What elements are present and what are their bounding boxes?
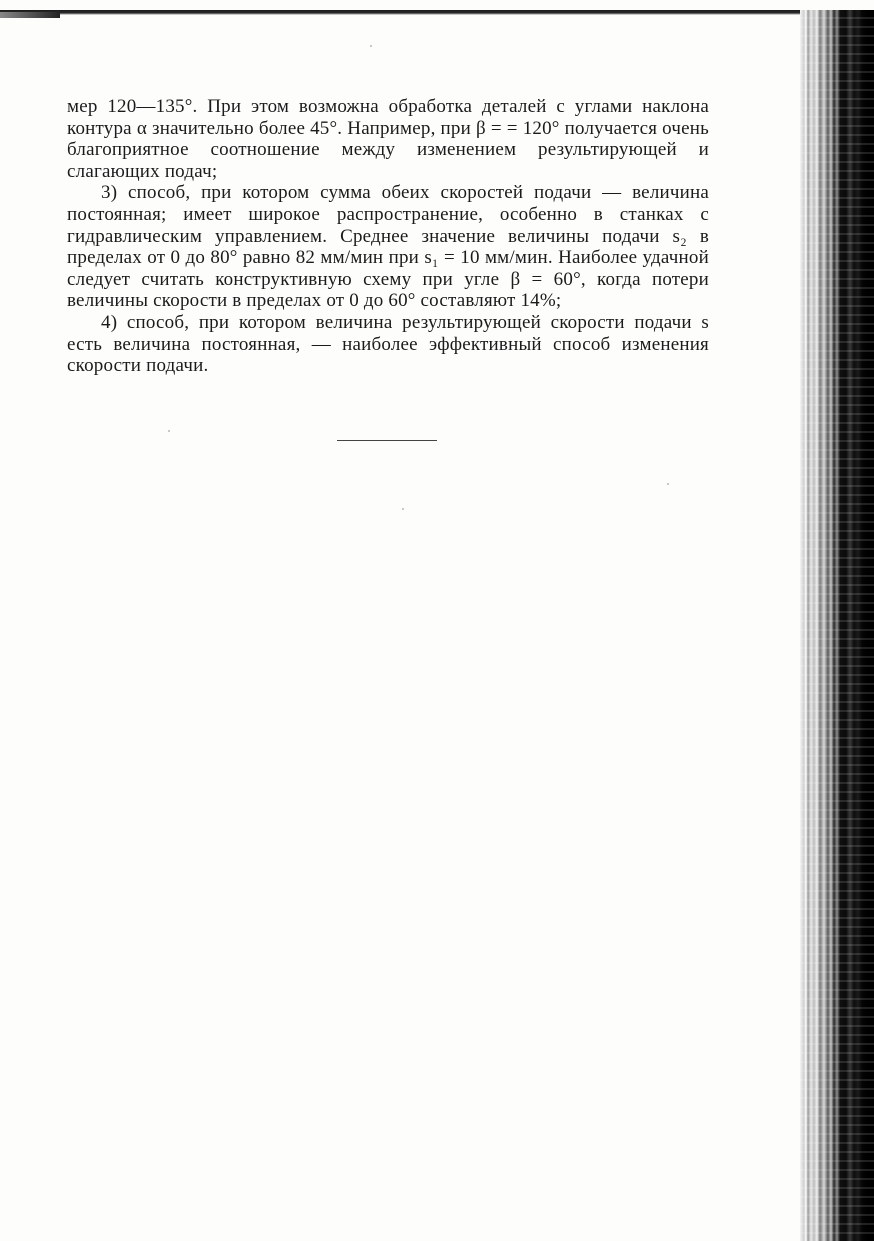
paragraph-continuation: мер 120—135°. При этом возможна обработка деталей с углами наклона контура α значительно более 45°. Например, при β = = 120° получается очень благоприятное соотношение между изменением результирующей и слагающих подач; xyxy=(67,96,709,182)
paragraph-method-4: 4) способ, при котором величина результирующей скорости подачи s есть величина постоянная, — наиболее эффективный способ изменения скорости подачи. xyxy=(67,311,709,377)
scan-speck xyxy=(168,430,170,432)
scan-top-left-mark xyxy=(0,12,60,18)
scan-speck xyxy=(667,483,669,485)
paragraph-method-3: 3) способ, при котором сумма обеих скоростей подачи — величина постоянная; имеет широкое распространение, особенно в станках с гидравлическим управлением. Среднее значение величины подачи s₂ в пределах от 0 до 80° равно 82 мм/мин при s₁ = 10 мм/мин. Наиболее удачной следует считать конструктивную схему при угле β = 60°, когда потери величины скорости в пределах от 0 до 60° составляют 14%; xyxy=(67,182,709,312)
scan-top-edge xyxy=(0,10,810,15)
body-text xyxy=(67,96,709,377)
scan-binding-shadow xyxy=(800,10,874,1241)
scan-speck xyxy=(370,45,372,47)
section-end-rule xyxy=(337,440,437,441)
scan-speck xyxy=(402,508,404,510)
